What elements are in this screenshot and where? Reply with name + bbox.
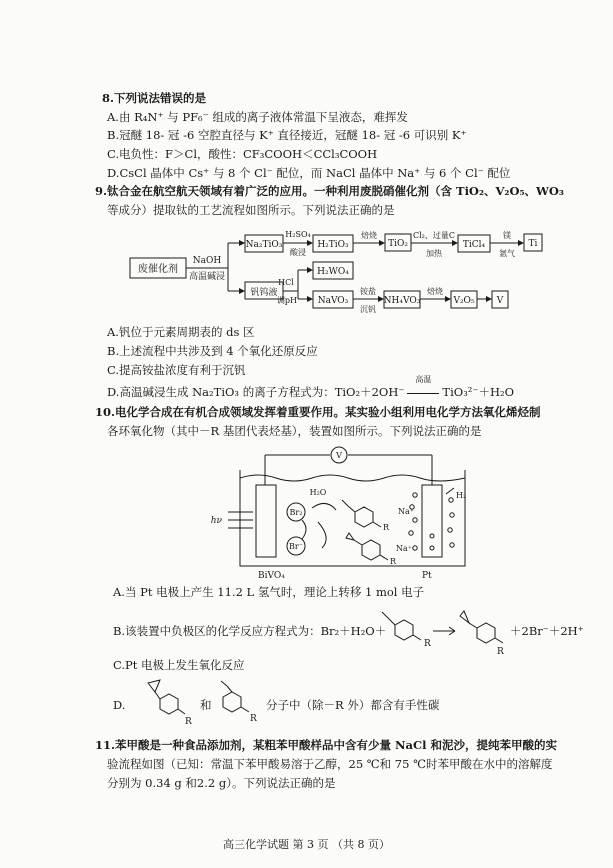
flow-cl2c: Cl₂、过量C — [412, 231, 456, 240]
q10-option-c: C.Pt 电极上发生氧化反应 — [113, 658, 245, 672]
h2o-label: H₂O — [309, 488, 327, 497]
na-label-2: Na⁺ — [396, 544, 412, 553]
page-footer: 高三化学试题 第 3 页 （共 8 页） — [223, 838, 390, 851]
q9-option-b: B.上述流程中共涉及到 4 个氧化还原反应 — [107, 344, 318, 358]
q8-option-c: C.电负性：F＞Cl，酸性：CF₃COOH＜CCl₃COOH — [107, 147, 378, 161]
flow-ti: Ti — [528, 239, 538, 249]
q9-stem-line1: 9.钛合金在航空航天领域有着广泛的应用。一种利用废脱硝催化剂（含 TiO₂、V₂O₅、WO₃ — [95, 184, 564, 198]
flow-adj-ph: 调pH — [276, 296, 298, 305]
flow-calcine2: 焙烧 — [427, 287, 443, 296]
flow-acid-leach: 酸浸 — [290, 248, 306, 257]
q9-option-d-suffix: TiO₃²⁻＋H₂O — [442, 385, 515, 399]
q9-option-d-condition: 高温 — [415, 375, 432, 384]
b-r-2: R — [497, 647, 504, 657]
flow-na2tio3: Na₂TiO₃ — [245, 240, 283, 250]
flow-tio2: TiO₂ — [388, 239, 408, 249]
r-label-1: R — [383, 523, 390, 532]
q10-option-d-and: 和 — [200, 698, 212, 712]
flow-precip-v: 沉钒 — [360, 305, 376, 314]
q10-option-d-label: D. — [113, 698, 126, 712]
q10-stem-line2: 各环氧化物（其中－R 基团代表烃基），装置如图所示。下列说法正确的是 — [107, 424, 482, 438]
flow-v2o5: V₂O₅ — [453, 296, 475, 306]
flow-hcl: HCl — [278, 278, 294, 287]
voltmeter-label: V — [336, 451, 342, 460]
q10-option-b-prefix: B.该装置中负极区的化学反应方程式为：Br₂＋H₂O＋ — [113, 624, 387, 638]
q10-option-d-text: 分子中（除－R 外）都含有手性碳 — [266, 698, 440, 712]
q11-stem-line2: 验流程如图（已知：常温下苯甲酸易溶于乙醇，25 ℃和 75 ℃时苯甲酸在水中的溶解度 — [107, 757, 553, 771]
flow-calcine1: 焙烧 — [361, 231, 377, 240]
flow-mg: 镁 — [503, 231, 511, 240]
q10-stem-line1: 10.电化学合成在有机合成领域发挥着重要作用。某实验小组利用电化学方法氧化烯烃制 — [95, 405, 541, 419]
q8-option-b: B.冠醚 18- 冠 -6 空腔直径与 K⁺ 直径接近，冠醚 18- 冠 -6 可识别 K⁺ — [107, 128, 467, 142]
q9-option-c: C.提高铵盐浓度有利于沉钒 — [107, 363, 246, 377]
q9-stem-line2: 等成分）提取钛的工艺流程如图所示。下列说法正确的是 — [107, 203, 395, 217]
light-label: hν — [210, 516, 222, 526]
r-label-2: R — [390, 557, 397, 566]
flow-h2tio3: H₂TiO₃ — [317, 240, 349, 250]
flow-raw: 废催化剂 — [138, 264, 178, 275]
flow-navo3: NaVO₃ — [317, 296, 349, 306]
d-r-2: R — [250, 714, 257, 724]
h2-label: H₂ — [456, 491, 467, 500]
q11-stem-line1: 11.苯甲酸是一种食品添加剂，某粗苯甲酸样品中含有少量 NaCl 和泥沙，提纯苯甲酸的实 — [95, 738, 557, 752]
flow-liquor: 钒钨液 — [250, 288, 278, 298]
q8-stem: 8.下列说法错误的是 — [102, 91, 207, 105]
cathode-label: Pt — [422, 571, 432, 581]
flow-h2so4: H₂SO₄ — [285, 230, 311, 239]
b-r-1: R — [424, 639, 431, 649]
q8-option-d: D.CsCl 晶体中 Cs⁺ 与 8 个 Cl⁻ 配位，而 NaCl 晶体中 Na⁺ 与 6 个 Cl⁻ 配位 — [107, 166, 511, 180]
q10-option-a: A.当 Pt 电极上产生 11.2 L 氢气时，理论上转移 1 mol 电子 — [113, 585, 425, 599]
anode-label: BiVO₄ — [258, 571, 285, 581]
flow-v: V — [496, 296, 504, 306]
flow-heat: 加热 — [426, 249, 442, 258]
flow-leach: 高温碱浸 — [188, 272, 226, 282]
flow-ticl4: TiCl₄ — [462, 240, 486, 250]
d-r-1: R — [185, 717, 192, 727]
br-minus-label: Br⁻ — [289, 542, 303, 551]
q10-option-b-suffix: ＋2Br⁻＋2H⁺ — [510, 624, 584, 638]
br2-label: Br₂ — [289, 508, 303, 517]
q8-option-a: A.由 R₄N⁺ 与 PF₆⁻ 组成的离子液体常温下呈液态，难挥发 — [107, 110, 408, 124]
flow-naoh: NaOH — [192, 256, 222, 266]
flow-nh4vo3: NH₄VO₃ — [383, 296, 421, 306]
q9-option-d-prefix: D.高温碱浸生成 Na₂TiO₃ 的离子方程式为：TiO₂＋2OH⁻ — [107, 385, 405, 399]
flow-ar: 氩气 — [499, 249, 515, 258]
flow-h2wo4: H₂WO₄ — [317, 267, 349, 277]
flow-ammonium: 铵盐 — [360, 287, 376, 296]
q9-option-a: A.钒位于元素周期表的 ds 区 — [107, 325, 255, 339]
q11-stem-line3: 分别为 0.34 g 和2.2 g）。下列说法正确的是 — [107, 776, 336, 790]
na-label-1: Na⁺ — [398, 507, 414, 516]
